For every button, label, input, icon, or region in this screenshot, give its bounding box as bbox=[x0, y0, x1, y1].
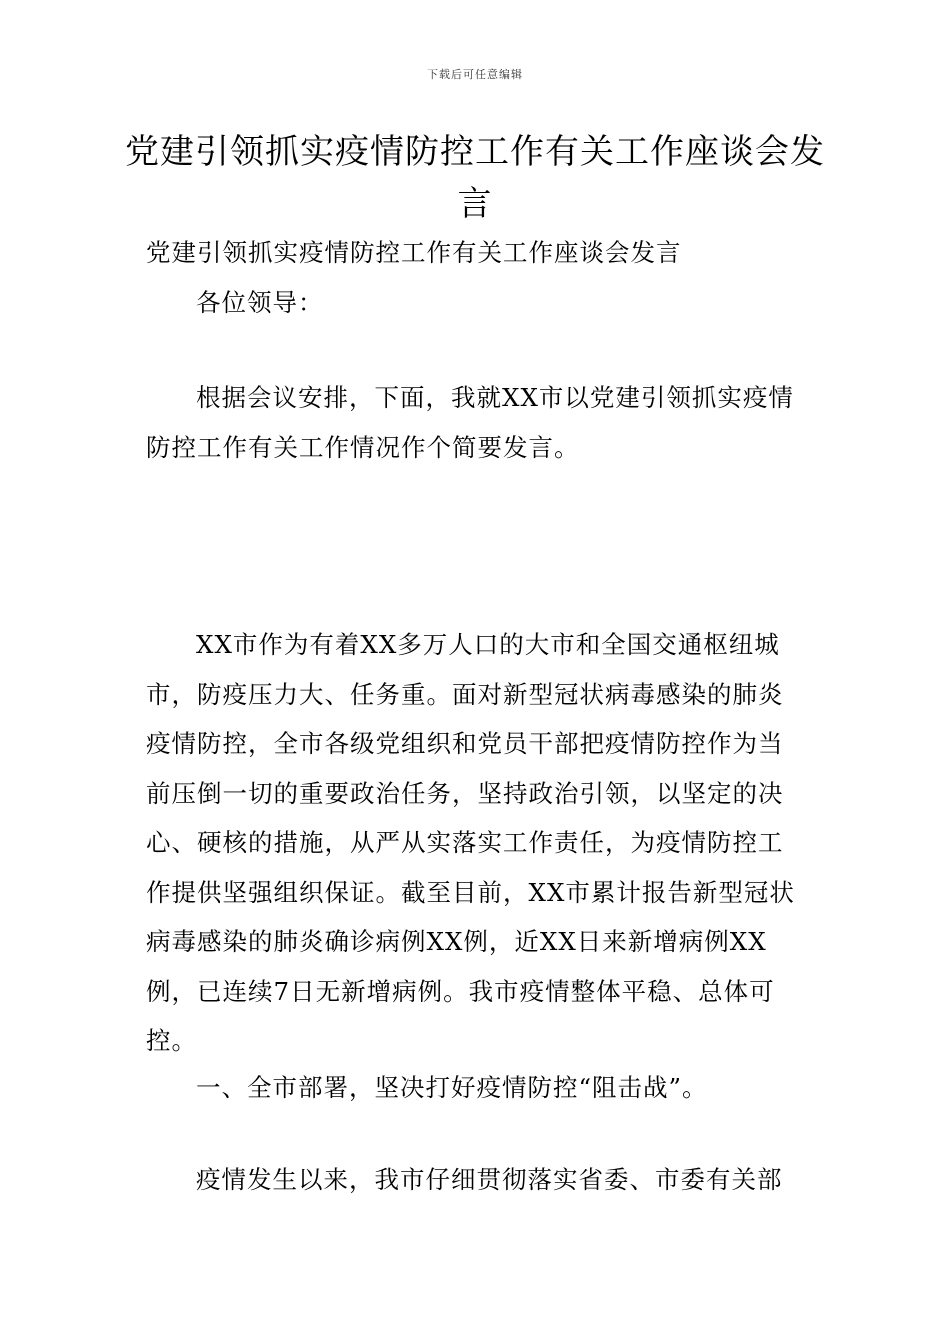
paragraph-overview: XX市作为有着XX多万人口的大市和全国交通枢纽城市，防疫压力大、任务重。面对新型冠状病毒感染的肺炎疫情防控，全市各级党组织和党员干部把疫情防控作为当前压倒一切的重要政治任务，坚持政治引领，以坚定的决心、硬核的措施，从严从实落实工作责任，为疫情防控工作提供坚强组织保证。截至目前，XX市累计报告新型冠状病毒感染的肺炎确诊病例XX例，近XX日来新增病例XX例，已连续7日无新增病例。我市疫情整体平稳、总体可控。 bbox=[146, 630, 795, 1055]
document-subtitle: 党建引领抓实疫情防控工作有关工作座谈会发言 bbox=[146, 238, 682, 267]
salutation: 各位领导： bbox=[196, 288, 324, 317]
section-heading-1: 一、全市部署，坚决打好疫情防控“阻击战”。 bbox=[196, 1073, 708, 1102]
header-note: 下载后可任意编辑 bbox=[427, 68, 523, 81]
paragraph-section-1: 疫情发生以来，我市仔细贯彻落实省委、市委有关部 bbox=[196, 1165, 783, 1194]
document-title: 党建引领抓实疫情防控工作有关工作座谈会发言 bbox=[125, 132, 825, 224]
paragraph-intro: 根据会议安排，下面，我就XX市以党建引领抓实疫情防控工作有关工作情况作个简要发言。 bbox=[146, 383, 794, 462]
